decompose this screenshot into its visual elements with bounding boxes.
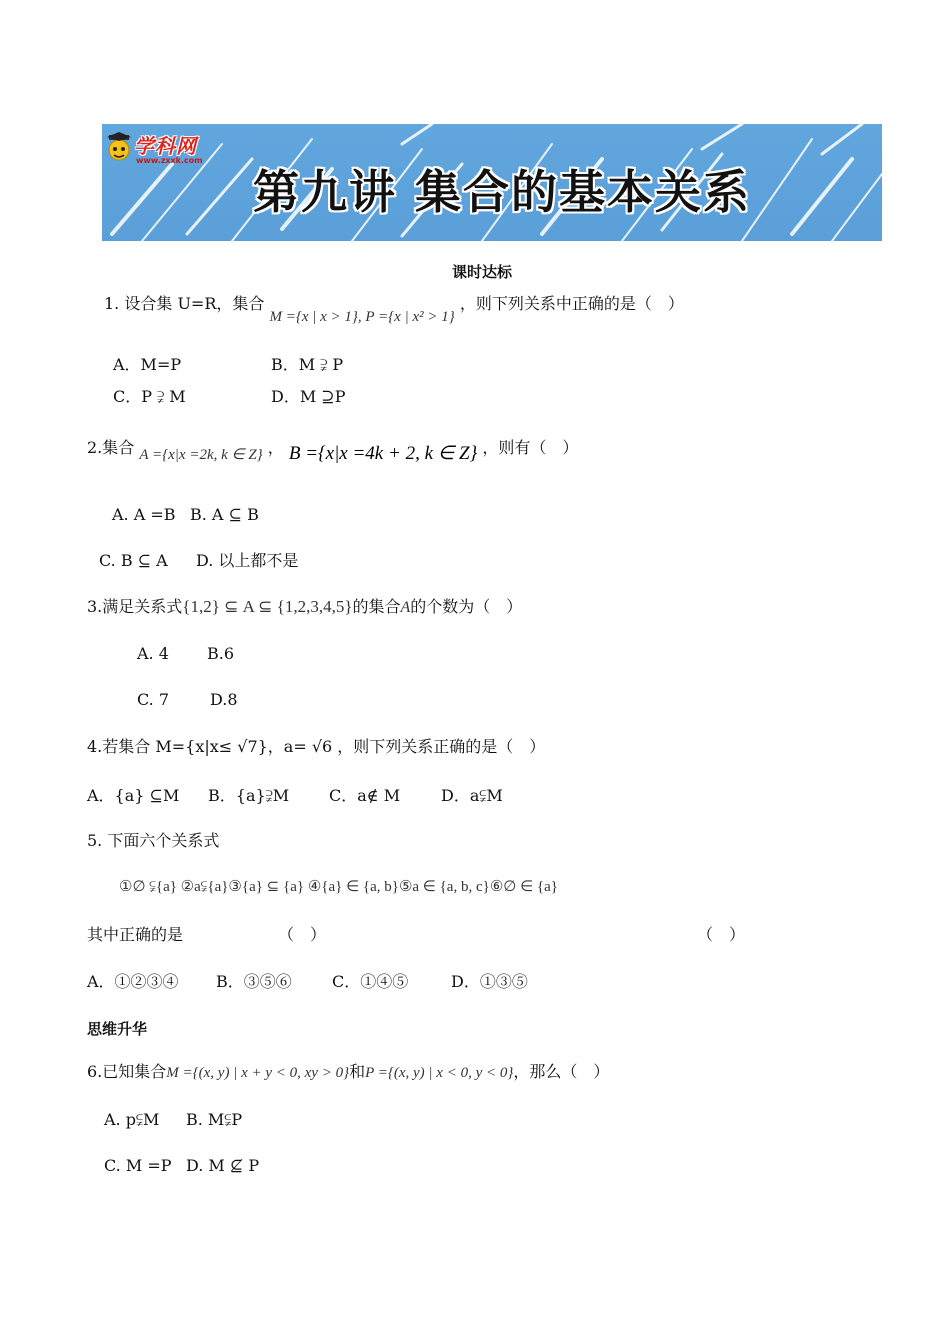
q5-option-d: D．①③⑤	[451, 972, 528, 991]
section-heading-practice: 课时达标	[452, 263, 513, 281]
q4-option-d: D．a⫋M	[441, 786, 503, 805]
q2-stem	[87, 438, 579, 464]
q6-math-m: M ={(x, y) | x + y < 0, xy > 0}	[166, 1065, 350, 1081]
q1-option-c: C．P ⫌ M	[113, 387, 186, 406]
q2-stem-pre: 2.集合	[87, 438, 135, 457]
q2-option-b: B. A ⊆ B	[190, 505, 259, 524]
q5-option-a: A．①②③④	[87, 972, 179, 991]
q5-answer-paren-1: （ ）	[278, 925, 327, 944]
q4-option-a: A．{a} ⊆M	[87, 786, 180, 805]
q3-math: {1,2} ⊆ A ⊆ {1,2,3,4,5}	[182, 597, 353, 616]
title-banner	[102, 124, 882, 241]
q2-math-b: B ={x|x =4k + 2, k ∈ Z}	[288, 443, 478, 464]
q1-stem-post: ，则下列关系中正确的是（ ）	[459, 294, 684, 313]
q1-stem	[104, 294, 684, 325]
logo-url: www.zxxk.com	[136, 156, 203, 165]
q1-stem-pre: 1. 设合集 U=R，集合	[104, 294, 265, 313]
q3-stem-mid: 的集合	[352, 597, 401, 616]
q3-stem	[87, 597, 522, 618]
q6-option-d: D. M ⊈ P	[186, 1156, 260, 1175]
q3-var: A	[400, 599, 411, 616]
q1-option-a: A．M=P	[113, 355, 182, 374]
q3-option-b: B.6	[207, 644, 235, 663]
q3-option-a: A. 4	[137, 644, 169, 663]
q1-option-d: D．M ⊇P	[271, 387, 346, 406]
q6-option-b: B. M⫋P	[186, 1110, 243, 1129]
q3-option-d: D.8	[210, 690, 238, 709]
q6-stem-post: ，那么（ ）	[513, 1062, 610, 1081]
q2-option-a: A. A =B	[112, 505, 176, 524]
section-heading-thinking: 思维升华	[87, 1020, 148, 1038]
q3-stem-pre: 3.满足关系式	[87, 597, 183, 616]
q2-option-d: D. 以上都不是	[196, 551, 299, 570]
q5-option-b: B．③⑤⑥	[216, 972, 292, 991]
q5-option-c: C．①④⑤	[332, 972, 409, 991]
q6-math-p: P ={(x, y) | x < 0, y < 0}	[365, 1065, 514, 1081]
q4-option-c: C．a∉ M	[329, 786, 401, 805]
q6-stem-pre: 6.已知集合	[87, 1062, 167, 1081]
q6-option-a: A. p⫋M	[104, 1110, 160, 1129]
q6-mid: 和	[349, 1062, 366, 1081]
q3-stem-post: 的个数为（ ）	[410, 597, 523, 616]
q2-math-a: A ={x|x =2k, k ∈ Z}	[139, 447, 263, 463]
q5-relations: ①∅ ⫋{a} ②a⫋{a}③{a} ⊆ {a} ④{a} ∈ {a, b}⑤a ∈ {a, b, c}⑥∅ ∈ {a}	[119, 879, 558, 895]
q6-stem	[87, 1062, 609, 1083]
q5-answer-paren-2: （ ）	[697, 925, 746, 944]
logo-text: 学科网	[134, 134, 197, 158]
q1-option-b: B．M ⫌ P	[271, 355, 344, 374]
q6-option-c: C. M =P	[104, 1156, 172, 1175]
q2-comma: ，	[267, 438, 284, 457]
q2-stem-post: ，则有（ ）	[482, 438, 579, 457]
q4-option-b: B．{a}⫌M	[208, 786, 290, 805]
q4-stem: 4.若集合 M={x|x≤ √7}，a= √6 ，则下列关系正确的是（ ）	[87, 737, 546, 756]
q1-math: M ={x | x > 1}, P ={x | x² > 1}	[269, 309, 455, 325]
q3-option-c: C. 7	[137, 690, 170, 709]
lecture-title: 第九讲 集合的基本关系	[252, 165, 751, 219]
q2-option-c: C. B ⊆ A	[99, 551, 168, 570]
q5-stem: 5. 下面六个关系式	[87, 831, 220, 850]
q5-answer-line: 其中正确的是	[87, 925, 184, 944]
